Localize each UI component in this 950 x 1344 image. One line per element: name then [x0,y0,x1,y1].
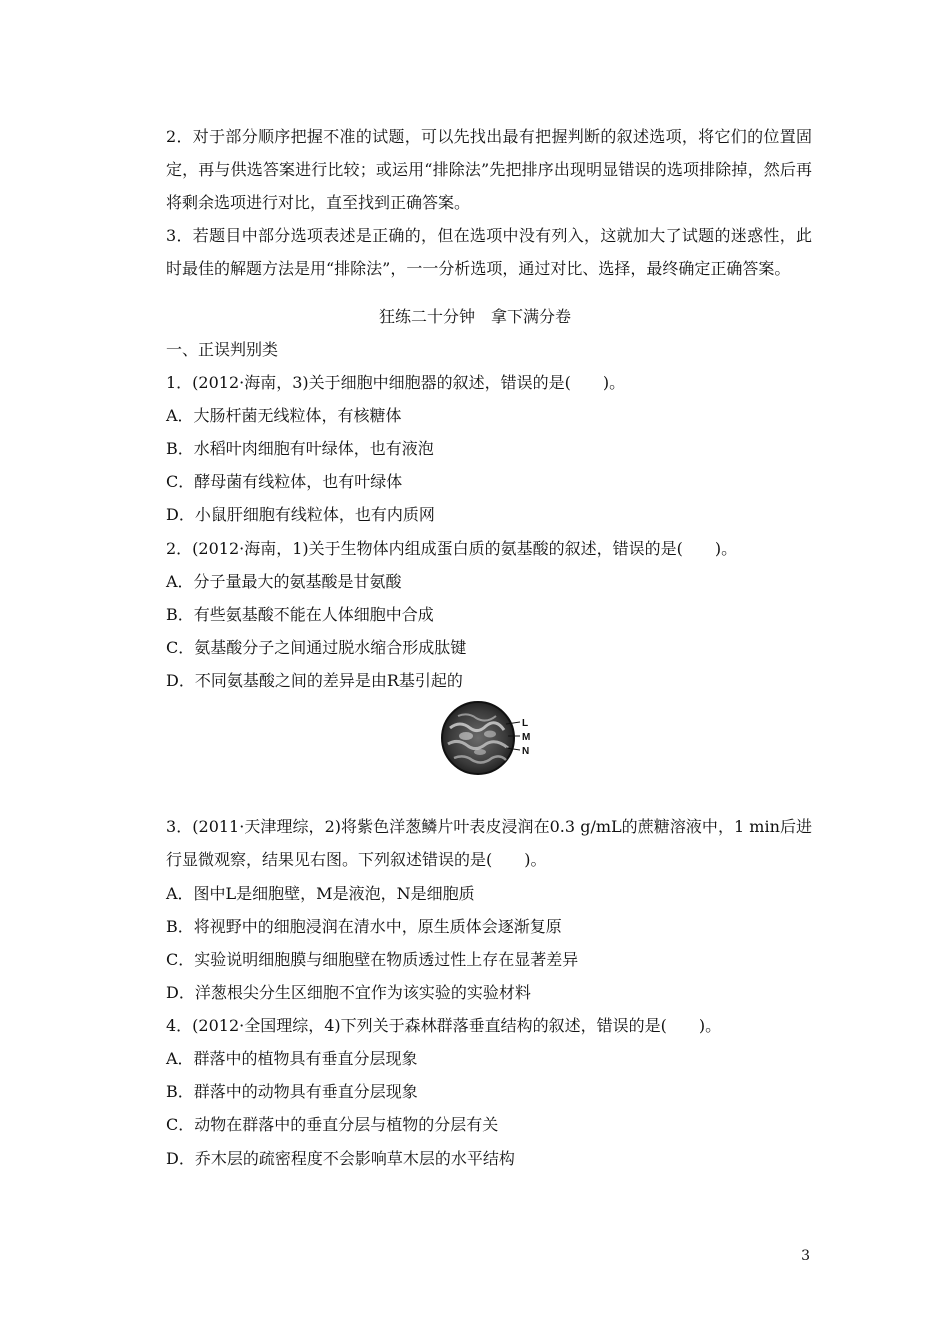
question-4-option-d: D．乔木层的疏密程度不会影响草木层的水平结构 [166,1149,515,1168]
category-heading: 一、正误判别类 [166,340,279,359]
intro-paragraph-3: 3．若题目中部分选项表述是正确的，但在选项中没有列入，这就加大了试题的迷惑性，此时最佳的解题方法是用“排除法”，一一分析选项，通过对比、选择，最终确定正确答案。 [166,226,812,278]
question-1-stem: 1．(2012·海南，3)关于细胞中细胞器的叙述，错误的是( )。 [166,373,626,392]
question-1-option-b: B．水稻叶肉细胞有叶绿体，也有液泡 [166,439,434,458]
question-2-option-c: C．氨基酸分子之间通过脱水缩合形成肽键 [166,638,467,657]
intro-paragraph-2: 2．对于部分顺序把握不准的试题，可以先找出最有把握判断的叙述选项，将它们的位置固定，再与供选答案进行比较；或运用“排除法”先把排序出现明显错误的选项排除掉，然后再将剩余选项进行对比，直至找到正确答案。 [166,127,812,212]
section-title: 狂练二十分钟 拿下满分卷 [378,307,571,326]
question-3-stem: 3．(2011·天津理综，2)将紫色洋葱鳞片叶表皮浸润在0.3 g/mL的蔗糖溶液中，1 min后进行显微观察，结果见右图。下列叙述错误的是( )。 [166,817,812,869]
question-3-option-c: C．实验说明细胞膜与细胞壁在物质透过性上存在显著差异 [166,950,579,969]
question-3-option-d: D．洋葱根尖分生区细胞不宜作为该实验的实验材料 [166,983,531,1002]
question-1-option-d: D．小鼠肝细胞有线粒体，也有内质网 [166,505,435,524]
question-3-option-a: A．图中L是细胞壁，M是液泡，N是细胞质 [166,884,475,903]
question-4-option-b: B．群落中的动物具有垂直分层现象 [166,1082,418,1101]
question-1-option-c: C．酵母菌有线粒体，也有叶绿体 [166,472,403,491]
question-2-option-a: A．分子量最大的氨基酸是甘氨酸 [166,572,402,591]
page-number: 3 [801,1248,810,1264]
figure-label-l: L [522,718,529,729]
question-2-option-d: D．不同氨基酸之间的差异是由R基引起的 [166,671,463,690]
question-4-option-a: A．群落中的植物具有垂直分层现象 [166,1049,418,1068]
question-4-stem: 4．(2012·全国理综，4)下列关于森林群落垂直结构的叙述，错误的是( )。 [166,1016,722,1035]
question-3-option-b: B．将视野中的细胞浸润在清水中，原生质体会逐渐复原 [166,917,562,936]
question-1-option-a: A．大肠杆菌无线粒体，有核糖体 [166,406,402,425]
figure-label-m: M [522,732,531,743]
question-2-stem: 2．(2012·海南，1)关于生物体内组成蛋白质的氨基酸的叙述，错误的是( )。 [166,539,738,558]
question-2-option-b: B．有些氨基酸不能在人体细胞中合成 [166,605,434,624]
plasmolysis-micrograph [440,698,540,780]
figure-label-n: N [522,746,530,757]
question-4-option-c: C．动物在群落中的垂直分层与植物的分层有关 [166,1115,499,1134]
